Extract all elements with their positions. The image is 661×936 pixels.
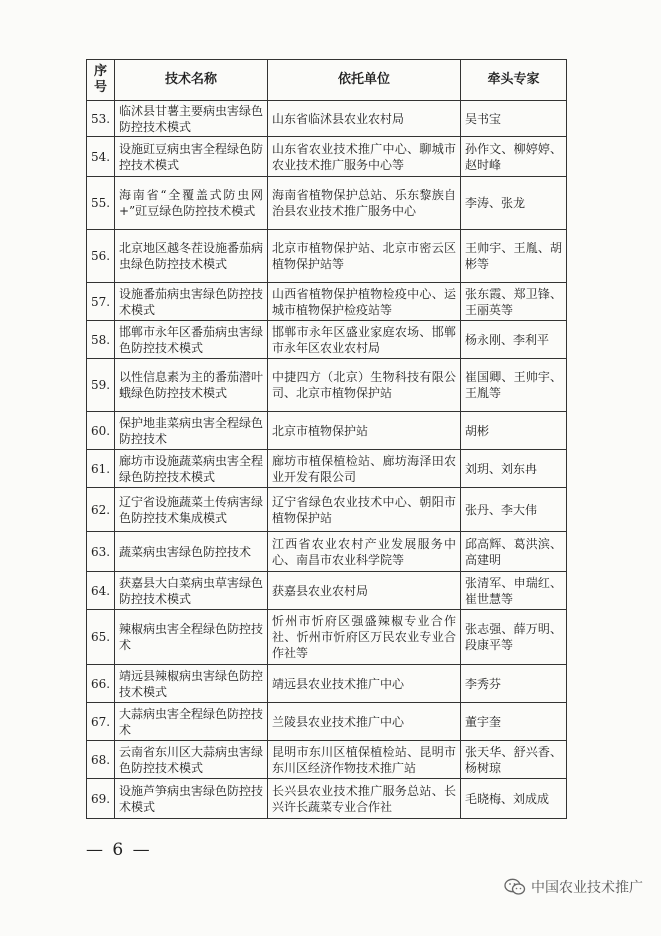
row-supporting-unit: 靖远县农业技术推广中心: [268, 665, 461, 703]
row-lead-expert: 胡彬: [461, 412, 567, 450]
row-supporting-unit: 邯郸市永年区盛业家庭农场、邯郸市永年区农业农村局: [268, 321, 461, 359]
row-seq: 55.: [87, 177, 115, 230]
row-technology-name: 辣椒病虫害全程绿色防控技术: [115, 610, 268, 665]
row-supporting-unit: 昆明市东川区植保植检站、昆明市东川区经济作物技术推广站: [268, 741, 461, 779]
row-technology-name: 云南省东川区大蒜病虫害绿色防控技术模式: [115, 741, 268, 779]
row-seq: 64.: [87, 572, 115, 610]
table-row: [87, 450, 567, 488]
row-seq: 68.: [87, 741, 115, 779]
row-lead-expert: 李秀芬: [461, 665, 567, 703]
row-seq: 67.: [87, 703, 115, 741]
row-seq: 56.: [87, 230, 115, 283]
header-unit: 依托单位: [268, 60, 461, 101]
row-lead-expert: 邱高辉、葛洪滨、高建明: [461, 532, 567, 572]
row-technology-name: 辽宁省设施蔬菜土传病害绿色防控技术集成模式: [115, 488, 268, 532]
table-row: [87, 610, 567, 665]
row-seq: 61.: [87, 450, 115, 488]
table-row: [87, 101, 567, 137]
row-seq: 57.: [87, 283, 115, 321]
watermark: [504, 877, 643, 897]
table-row: [87, 665, 567, 703]
row-lead-expert: 杨永刚、李利平: [461, 321, 567, 359]
row-lead-expert: 刘玥、刘东冉: [461, 450, 567, 488]
row-seq: 54.: [87, 137, 115, 177]
header-name: 技术名称: [115, 60, 268, 101]
table-row: [87, 283, 567, 321]
watermark-text: 中国农业技术推广: [531, 880, 643, 896]
page-number: — 6 —: [86, 840, 152, 860]
table-row: [87, 177, 567, 230]
table-row: [87, 779, 567, 819]
row-seq: 65.: [87, 610, 115, 665]
row-lead-expert: 张天华、舒兴香、杨树琼: [461, 741, 567, 779]
row-supporting-unit: 长兴县农业技术推广服务总站、长兴许长蔬菜专业合作社: [268, 779, 461, 819]
row-seq: 63.: [87, 532, 115, 572]
row-technology-name: 保护地韭菜病虫害全程绿色防控技术: [115, 412, 268, 450]
row-technology-name: 廊坊市设施蔬菜病虫害全程绿色防控技术模式: [115, 450, 268, 488]
row-lead-expert: 王帅宇、王胤、胡彬等: [461, 230, 567, 283]
row-supporting-unit: 中捷四方（北京）生物科技有限公司、北京市植物保护站: [268, 359, 461, 412]
row-technology-name: 设施芦笋病虫害绿色防控技术模式: [115, 779, 268, 819]
row-supporting-unit: 北京市植物保护站: [268, 412, 461, 450]
row-supporting-unit: 山东省临沭县农业农村局: [268, 101, 461, 137]
table-row: [87, 703, 567, 741]
row-technology-name: 北京地区越冬茬设施番茄病虫绿色防控技术模式: [115, 230, 268, 283]
row-supporting-unit: 山西省植物保护植物检疫中心、运城市植物保护检疫站等: [268, 283, 461, 321]
row-seq: 60.: [87, 412, 115, 450]
row-lead-expert: 吴书宝: [461, 101, 567, 137]
row-supporting-unit: 获嘉县农业农村局: [268, 572, 461, 610]
header-expert: 牵头专家: [461, 60, 567, 101]
row-supporting-unit: 海南省植物保护总站、乐东黎族自治县农业技术推广服务中心: [268, 177, 461, 230]
row-lead-expert: 张丹、李大伟: [461, 488, 567, 532]
row-seq: 59.: [87, 359, 115, 412]
row-technology-name: 海南省“全覆盖式防虫网+”豇豆绿色防控技术模式: [115, 177, 268, 230]
row-supporting-unit: 北京市植物保护站、北京市密云区植物保护站等: [268, 230, 461, 283]
row-supporting-unit: 兰陵县农业技术推广中心: [268, 703, 461, 741]
row-seq: 66.: [87, 665, 115, 703]
table-row: [87, 321, 567, 359]
header-seq: 序号: [87, 60, 115, 101]
table-row: [87, 488, 567, 532]
row-lead-expert: 董宇奎: [461, 703, 567, 741]
row-supporting-unit: 廊坊市植保植检站、廊坊海泽田农业开发有限公司: [268, 450, 461, 488]
technology-table: [86, 59, 567, 819]
row-technology-name: 设施番茄病虫害绿色防控技术模式: [115, 283, 268, 321]
row-supporting-unit: 山东省农业技术推广中心、聊城市农业技术推广服务中心等: [268, 137, 461, 177]
row-technology-name: 蔬菜病虫害绿色防控技术: [115, 532, 268, 572]
row-lead-expert: 张清军、申瑞红、崔世慧等: [461, 572, 567, 610]
table-row: [87, 532, 567, 572]
table-header-row: [87, 60, 567, 101]
table-row: [87, 359, 567, 412]
row-lead-expert: 李涛、张龙: [461, 177, 567, 230]
table-row: [87, 137, 567, 177]
row-seq: 53.: [87, 101, 115, 137]
wechat-icon: [504, 878, 526, 896]
table-row: [87, 412, 567, 450]
row-technology-name: 设施豇豆病虫害全程绿色防控技术模式: [115, 137, 268, 177]
row-seq: 58.: [87, 321, 115, 359]
row-seq: 69.: [87, 779, 115, 819]
row-technology-name: 大蒜病虫害全程绿色防控技术: [115, 703, 268, 741]
row-supporting-unit: 辽宁省绿色农业技术中心、朝阳市植物保护站: [268, 488, 461, 532]
row-technology-name: 邯郸市永年区番茄病虫害绿色防控技术模式: [115, 321, 268, 359]
table-row: [87, 572, 567, 610]
row-lead-expert: 崔国卿、王帅宇、王胤等: [461, 359, 567, 412]
row-technology-name: 靖远县辣椒病虫害绿色防控技术模式: [115, 665, 268, 703]
row-lead-expert: 毛晓梅、刘成成: [461, 779, 567, 819]
row-lead-expert: 孙作文、柳婷婷、赵时峰: [461, 137, 567, 177]
row-seq: 62.: [87, 488, 115, 532]
row-technology-name: 以性信息素为主的番茄潜叶蛾绿色防控技术模式: [115, 359, 268, 412]
row-lead-expert: 张东霞、郑卫锋、王丽英等: [461, 283, 567, 321]
row-supporting-unit: 江西省农业农村产业发展服务中心、南昌市农业科学院等: [268, 532, 461, 572]
row-supporting-unit: 忻州市忻府区强盛辣椒专业合作社、忻州市忻府区万民农业专业合作社等: [268, 610, 461, 665]
table-row: [87, 230, 567, 283]
table-row: [87, 741, 567, 779]
row-technology-name: 临沭县甘薯主要病虫害绿色防控技术模式: [115, 101, 268, 137]
row-lead-expert: 张志强、薛万明、段康平等: [461, 610, 567, 665]
row-technology-name: 获嘉县大白菜病虫草害绿色防控技术模式: [115, 572, 268, 610]
